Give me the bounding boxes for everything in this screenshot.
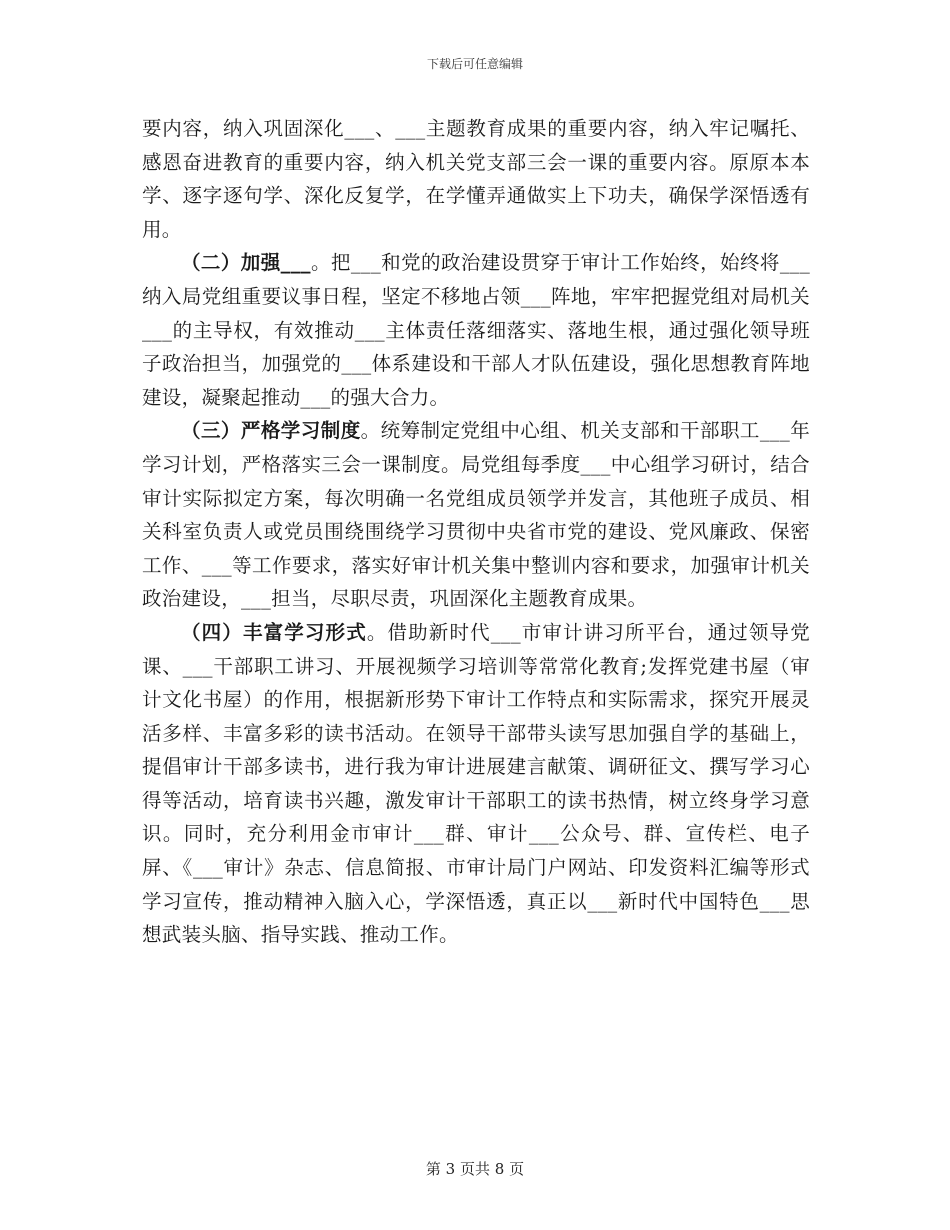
page-header: 下载后可任意编辑	[426, 57, 523, 71]
section-heading: （四）丰富学习形式	[181, 620, 367, 644]
page-number: 第 3 页共 8 页	[425, 1160, 525, 1178]
paragraph-text: 。统筹制定党组中心组、机关支部和干部职工___年学习计划，严格落实三会一课制度。局党组每季度___中心组学习研讨，结合审计实际拟定方案，每次明确一名党组成员领学并发言，其他班子成员、相关科室负责人或党员围绕围绕学习贯彻中央省市党的建设、党风廉政、保密工作、___等工作要求，落实好审计机关集中整训内容和要求，加强审计机关政治建设，___担当，尽职尽责，巩固深化主题教育成果。	[142, 419, 810, 611]
paragraph-section-3	[142, 414, 810, 616]
paragraph-continued	[142, 112, 810, 246]
paragraph-section-4	[142, 616, 810, 952]
section-heading: （三）严格学习制度	[181, 419, 361, 443]
paragraph-text: 。把___和党的政治建设贯穿于审计工作始终，始终将___纳入局党组重要议事日程，坚定不移地占领___阵地，牢牢把握党组对局机关___的主导权，有效推动___主体责任落细落实、落地生根，通过强化领导班子政治担当，加强党的___体系建设和干部人才队伍建设，强化思想教育阵地建设，凝聚起推动___的强大合力。	[142, 251, 811, 409]
paragraph-section-2	[142, 246, 810, 414]
section-heading: （二）加强___	[181, 251, 311, 275]
paragraph-text: 要内容，纳入巩固深化___、___主题教育成果的重要内容，纳入牢记嘱托、感恩奋进教育的重要内容，纳入机关党支部三会一课的重要内容。原原本本学、逐字逐句学、深化反复学，在学懂弄通做实上下功夫，确保学深悟透有用。	[142, 117, 810, 241]
document-body	[142, 112, 810, 952]
paragraph-text: 。借助新时代___市审计讲习所平台，通过领导党课、___干部职工讲习、开展视频学习培训等常常化教育;发挥党建书屋（审计文化书屋）的作用，根据新形势下审计工作特点和实际需求，探究开展灵活多样、丰富多彩的读书活动。在领导干部带头读写思加强自学的基础上，提倡审计干部多读书，进行我为审计进展建言献策、调研征文、撰写学习心得等活动，培育读书兴趣，激发审计干部职工的读书热情，树立终身学习意识。同时，充分利用金市审计___群、审计___公众号、群、宣传栏、电子屏、《___审计》杂志、信息简报、市审计局门户网站、印发资料汇编等形式学习宣传，推动精神入脑入心，学深悟透，真正以___新时代中国特色___思想武装头脑、指导实践、推动工作。	[142, 620, 811, 947]
